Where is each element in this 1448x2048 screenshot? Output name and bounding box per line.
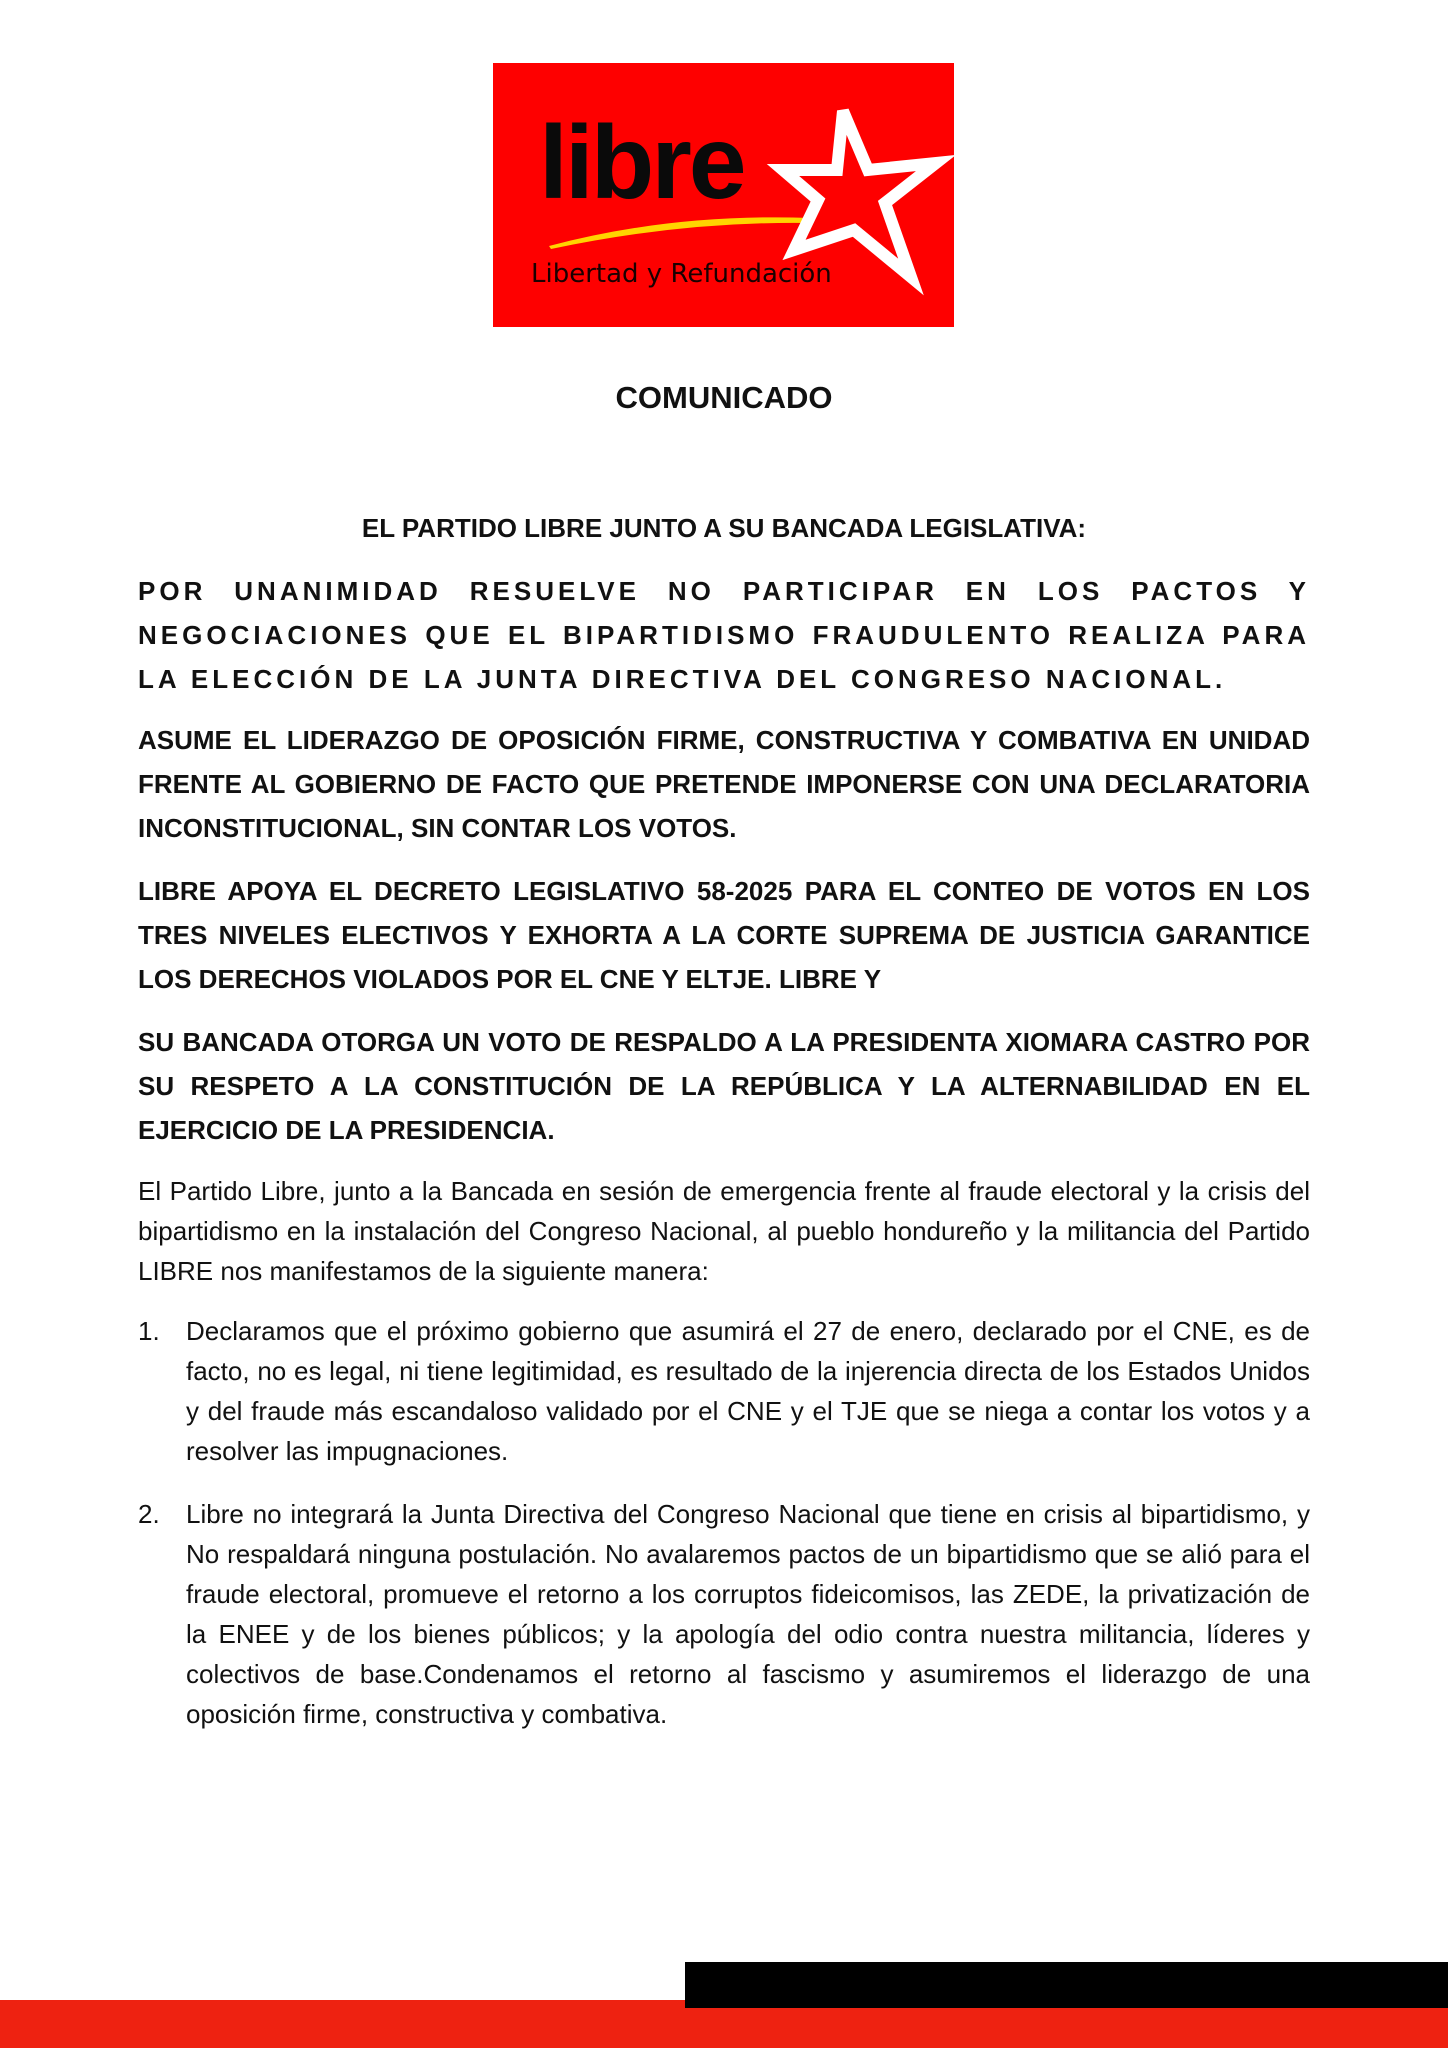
star-icon xyxy=(783,111,936,277)
resolution-4: SU BANCADA OTORGA UN VOTO DE RESPALDO A LA PRESIDENTA XIOMARA CASTRO POR SU RESPETO A LA CONSTITUCIÓN DE LA REPÚBLICA Y LA ALTERNABILIDAD EN EL EJERCICIO DE LA PRESIDENCIA. xyxy=(138,1027,1310,1145)
list-item xyxy=(138,1311,1310,1471)
list-text: Declaramos que el próximo gobierno que asumirá el 27 de enero, declarado por el CNE, es de facto, no es legal, ni tiene legitimidad, es resultado de la injerencia directa de los Estados Unidos y del fraude más escandaloso validado por el CNE y el TJE que se niega a contar los votos y a resolver las impugnaciones. xyxy=(186,1316,1310,1466)
document-title: COMUNICADO xyxy=(615,380,833,415)
yellow-swoosh xyxy=(549,217,811,249)
document-subtitle: EL PARTIDO LIBRE JUNTO A SU BANCADA LEGISLATIVA: xyxy=(361,513,1087,543)
resolution-2: ASUME EL LIDERAZGO DE OPOSICIÓN FIRME, CONSTRUCTIVA Y COMBATIVA EN UNIDAD FRENTE AL GOBIERNO DE FACTO QUE PRETENDE IMPONERSE CON UNA DECLARATORIA INCONSTITUCIONAL, SIN CONTAR LOS VOTOS. xyxy=(138,725,1310,843)
list-number: 2. xyxy=(138,1499,160,1529)
resolution-3: LIBRE APOYA EL DECRETO LEGISLATIVO 58-2025 PARA EL CONTEO DE VOTOS EN LOS TRES NIVELES ELECTIVOS Y EXHORTA A LA CORTE SUPREMA DE JUSTICIA GARANTICE LOS DERECHOS VIOLADOS POR EL CNE Y ELTJE. LIBRE Y xyxy=(138,876,1310,994)
intro-paragraph: El Partido Libre, junto a la Bancada en sesión de emergencia frente al fraude electoral y la crisis del bipartidismo en la instalación del Congreso Nacional, al pueblo hondureño y la militancia del Partido LIBRE nos manifestamos de la siguiente manera: xyxy=(138,1176,1310,1286)
party-logo xyxy=(493,63,954,327)
logo-wordmark: libre xyxy=(539,105,744,221)
list-number: 1. xyxy=(138,1316,160,1346)
resolution-1: POR UNANIMIDAD RESUELVE NO PARTICIPAR EN LOS PACTOS Y NEGOCIACIONES QUE EL BIPARTIDISMO FRAUDULENTO REALIZA PARA LA ELECCIÓN DE LA JUNTA DIRECTIVA DEL CONGRESO NACIONAL. xyxy=(138,576,1310,694)
list-text: Libre no integrará la Junta Directiva del Congreso Nacional que tiene en crisis al bipartidismo, y No respaldará ninguna postulación. No avalaremos pactos de un bipartidismo que se alió para el fraude electoral, promueve el retorno a los corruptos fideicomisos, las ZEDE, la privatización de la ENEE y de los bienes públicos; y la apología del odio contra nuestra militancia, líderes y colectivos de base.Condenamos el retorno al fascismo y asumiremos el liderazgo de una oposición firme, constructiva y combativa. xyxy=(186,1499,1310,1729)
list-item xyxy=(138,1494,1310,1734)
logo-tagline: Libertad y Refundación xyxy=(531,259,832,289)
footer-black-bar xyxy=(685,1962,1448,2008)
